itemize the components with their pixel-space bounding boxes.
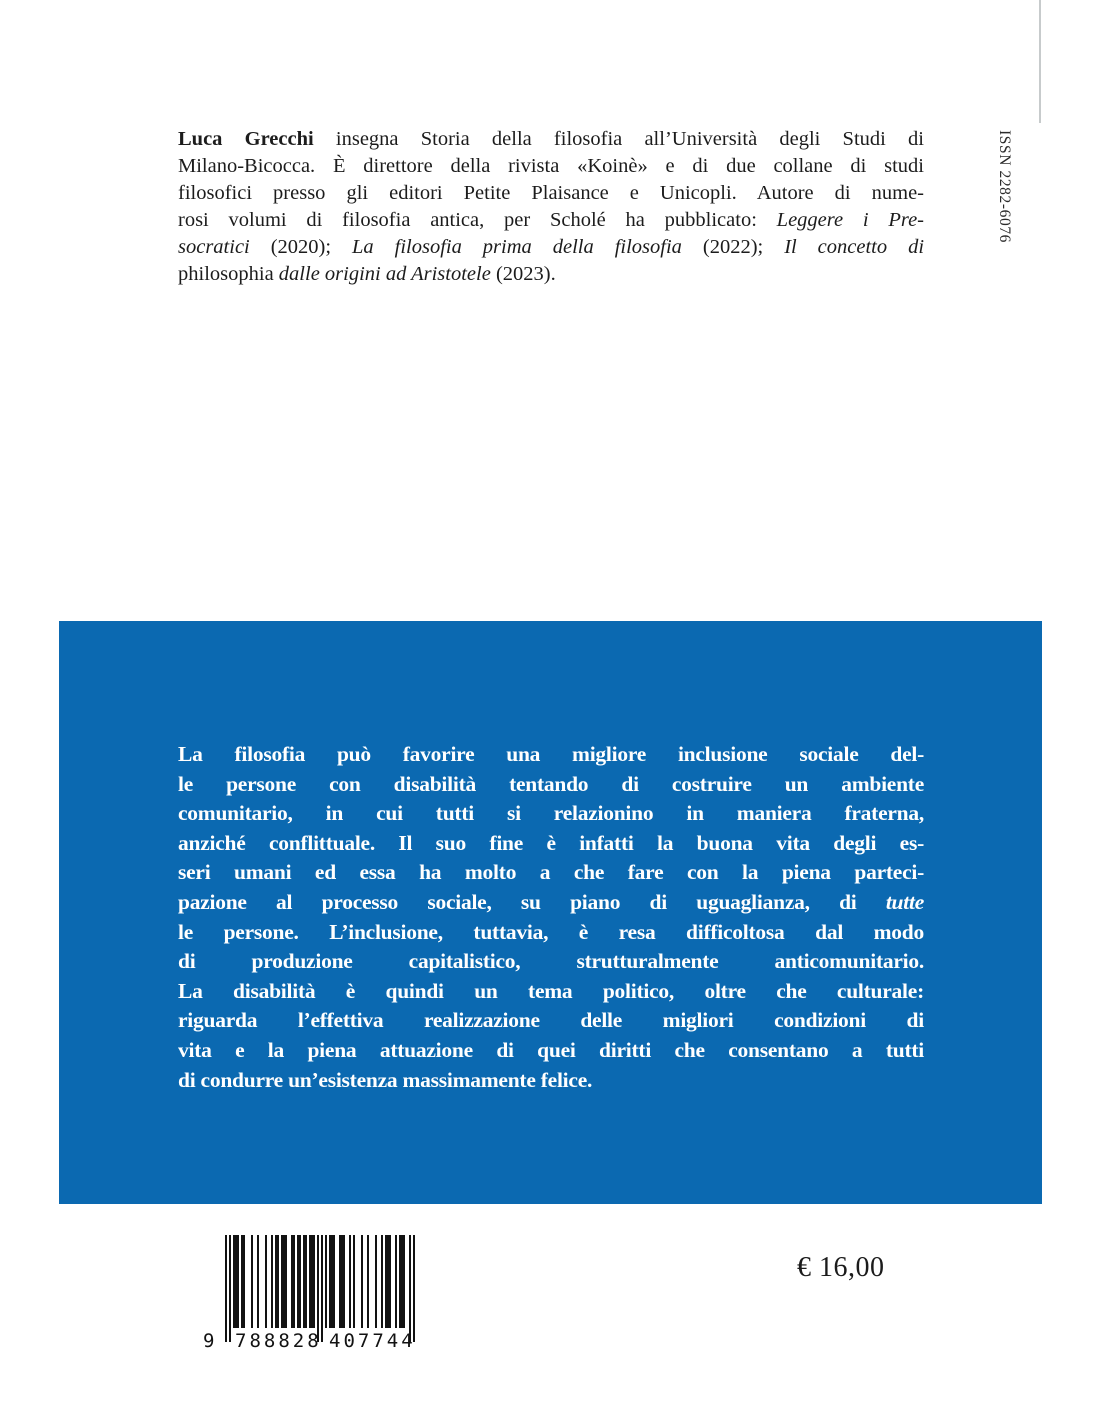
text-segment: insegna Storia della filosofia all’Università degli Studi di (313, 128, 924, 150)
text-line (178, 153, 924, 180)
text-line (178, 799, 924, 829)
barcode-digit-group1: 788828 (235, 1330, 322, 1352)
trim-line (1039, 0, 1041, 123)
text-segment: anziché conflittuale. Il suo fine è infatti la buona vita degli es- (178, 830, 924, 855)
text-segment: La disabilità è quindi un tema politico, oltre che culturale: (178, 978, 924, 1003)
text-line (178, 234, 924, 261)
blurb-panel (59, 621, 1042, 1204)
barcode-digit-first: 9 (203, 1330, 215, 1352)
text-segment: comunitario, in cui tutti si relazionino in maniera fraterna, (178, 801, 924, 826)
text-line (178, 888, 924, 918)
text-segment: rosi volumi di filosofia antica, per Scholé ha pubblicato: (178, 209, 777, 231)
ean13-barcode (203, 1235, 443, 1355)
text-segment: dalle origini ad Aristotele (273, 263, 491, 285)
text-segment: vita e la piena attuazione di quei diritti che consentano a tutti (178, 1037, 924, 1062)
text-line (178, 261, 924, 288)
text-line (178, 947, 924, 977)
text-line (178, 207, 924, 234)
text-segment: pazione al processo sociale, su piano di uguaglianza, di (178, 889, 886, 914)
text-segment: La filosofia prima della filosofia (352, 236, 682, 258)
text-segment: (2020); (249, 236, 353, 258)
text-line (178, 918, 924, 948)
text-segment: (2023). (490, 263, 556, 285)
text-segment: Milano-Bicocca. È direttore della rivista «Koinè» e di due collane di studi (178, 155, 924, 177)
text-segment: di produzione capitalistico, strutturalmente anticomunitario. (178, 949, 924, 974)
text-line (178, 829, 924, 859)
text-line (178, 180, 924, 207)
text-segment: La filosofia può favorire una migliore inclusione sociale del- (178, 742, 924, 766)
barcode-bar (413, 1235, 415, 1342)
text-segment: seri umani ed essa ha molto a che fare con la piena parteci- (178, 860, 924, 885)
author-bio-paragraph (178, 126, 924, 288)
text-segment: tutte (885, 889, 924, 914)
text-line (178, 1006, 924, 1036)
text-segment: filosofici presso gli editori Petite Plaisance e Unicopli. Autore di nume- (178, 182, 924, 204)
barcode-digit-group2: 407744 (329, 1330, 416, 1352)
price-label: € 16,00 (797, 1252, 885, 1283)
text-segment: (2022); (681, 236, 785, 258)
text-segment: riguarda l’effettiva realizzazione delle migliori condizioni di (178, 1008, 924, 1033)
text-line (178, 126, 924, 153)
text-line (178, 740, 924, 770)
text-segment: Luca Grecchi (178, 128, 314, 150)
text-line (178, 1036, 924, 1066)
blurb-paragraph (178, 740, 924, 1095)
text-line (178, 858, 924, 888)
text-line (178, 770, 924, 800)
text-line (178, 1066, 924, 1096)
text-segment: di condurre un’esistenza massimamente felice. (178, 1067, 593, 1092)
text-segment: le persone. L’inclusione, tuttavia, è resa difficoltosa dal modo (178, 919, 924, 944)
issn-vertical-label: ISSN 2282-6076 (996, 130, 1013, 244)
text-segment: le persone con disabilità tentando di costruire un ambiente (178, 771, 924, 796)
barcode-bars (225, 1235, 415, 1342)
text-segment: socratici (178, 236, 250, 258)
text-segment: Leggere i Pre- (776, 209, 924, 231)
text-line (178, 977, 924, 1007)
text-segment: philosophia (178, 263, 274, 285)
text-segment: Il concetto di (784, 236, 925, 258)
